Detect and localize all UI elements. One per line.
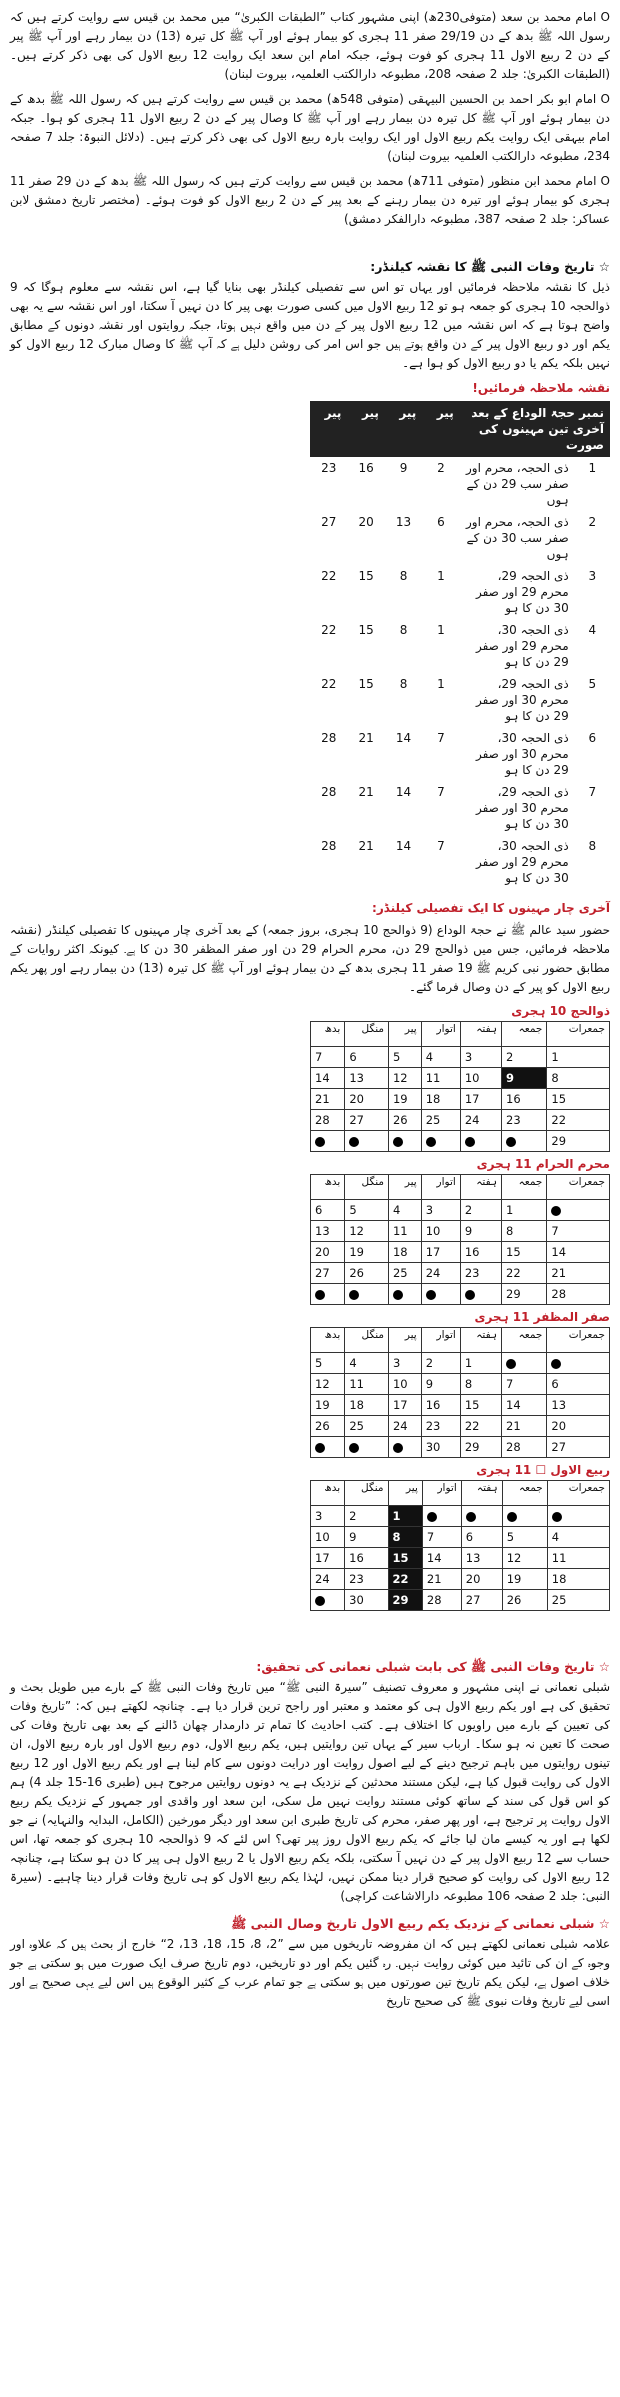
months-row-monday-2: 14 bbox=[395, 785, 412, 799]
calendar-week-row bbox=[311, 1284, 610, 1305]
calendar-day: 18 bbox=[345, 1395, 389, 1416]
months-table-header bbox=[310, 401, 610, 457]
filled-circle-icon bbox=[427, 1512, 437, 1522]
calendar-week-row bbox=[311, 1395, 610, 1416]
calendar-weekday: پیر bbox=[388, 1175, 421, 1200]
intro-paragraph-3: O امام محمد ابن منظور (متوفی 711ھ) محمد بن قیس سے روایت کرتے ہیں کہ رسول اللہ ﷺ بدھ کے دن 29 صفر 11 ہجری کو بیمار ہوئے اور تیرہ دن بیمار رہنے کے بعد پیر کے دن 2 ربیع الاول کو فوت ہوئے۔ (مختصر تاریخ دمشق لابن عساکر: جلد 2 صفحہ 387، مطبوعہ دارالفکر دمشق) bbox=[10, 174, 611, 226]
calendar-day: 16 bbox=[502, 1089, 547, 1110]
calendar-day: 8 bbox=[460, 1374, 501, 1395]
calendar-weekday: جمعرات bbox=[547, 1022, 610, 1047]
filled-circle-icon bbox=[507, 1512, 517, 1522]
filled-circle-icon bbox=[349, 1137, 359, 1147]
calendar-day: 24 bbox=[421, 1263, 460, 1284]
months-row-monday-4: 27 bbox=[321, 515, 337, 529]
calendar-title: صفر المظفر 11 ہجری bbox=[474, 1310, 610, 1324]
calendar-day: 23 bbox=[421, 1416, 460, 1437]
months-row-monday-2: 8 bbox=[399, 677, 408, 691]
calendar-day: 16 bbox=[460, 1242, 501, 1263]
calendar-day: 21 bbox=[502, 1416, 547, 1437]
calendar-day: 1 bbox=[388, 1506, 422, 1527]
calendar-day: 13 bbox=[345, 1068, 389, 1089]
months-header-mon-3: پیر bbox=[347, 401, 384, 457]
calendars-container bbox=[10, 1003, 610, 1611]
calendar-empty-day bbox=[388, 1131, 421, 1152]
calendar-table bbox=[310, 1021, 610, 1152]
months-row-description: ذی الحجہ، محرم اور صفر سب 30 دن کے ہوں bbox=[466, 515, 569, 561]
calendar-day: 29 bbox=[502, 1284, 547, 1305]
calendar-day: 20 bbox=[461, 1569, 502, 1590]
months-row-monday-4: 22 bbox=[321, 677, 337, 691]
calendar-day: 6 bbox=[461, 1527, 502, 1548]
months-row-monday-2: 13 bbox=[395, 515, 412, 529]
months-row-description: ذی الحجہ 29، محرم 30 اور صفر 30 دن کا ہو bbox=[475, 785, 569, 831]
calendar-day: 26 bbox=[388, 1110, 421, 1131]
calendar-week-row bbox=[311, 1047, 610, 1068]
filled-circle-icon bbox=[465, 1290, 475, 1300]
calendar-weekday: جمعرات bbox=[547, 1481, 609, 1506]
calendar-day: 8 bbox=[388, 1527, 422, 1548]
calendar-day: 28 bbox=[502, 1437, 547, 1458]
months-table-row bbox=[310, 727, 610, 781]
calendar-empty-day bbox=[345, 1131, 389, 1152]
months-table-row bbox=[310, 565, 610, 619]
intro-paragraph-1: O امام محمد بن سعد (متوفی230ھ) اپنی مشہور کتاب ”الطبقات الکبریٰ“ میں محمد بن قیس سے روایت کرتے ہیں کہ رسول اللہ ﷺ بدھ کے دن 29/19 صفر 11 ہجری کو بیمار ہوئے اور آپ ﷺ کل تیرہ (13) دن بیمار رہے اور آپ ﷺ پیر کے دن 2 ربیع الاول 11 ہجری کو فوت ہوئے، جبکہ امام ابن سعد ایک روایت 12 ربیع الاول کی بھی ذکر کرتے ہیں۔ (الطبقات الکبریٰ: جلد 2 صفحہ 208، مطبوعہ دارالکتب العلمیہ، بیروت لبنان) bbox=[10, 10, 611, 81]
calendar-table bbox=[310, 1174, 610, 1305]
calendar-day: 21 bbox=[311, 1089, 345, 1110]
calendar-day: 10 bbox=[421, 1221, 460, 1242]
calendar-empty-day bbox=[311, 1284, 345, 1305]
calendar-week-row bbox=[311, 1548, 610, 1569]
months-header-desc: نمبر حجۃ الوداع کے بعد آخری تین مہینوں کی صورت bbox=[460, 401, 610, 457]
months-row-monday-2: 8 bbox=[399, 623, 408, 637]
calendar-day: 23 bbox=[345, 1569, 388, 1590]
months-row-number: 3 bbox=[588, 569, 597, 583]
calendar-day: 15 bbox=[460, 1395, 501, 1416]
months-row-monday-3: 15 bbox=[358, 569, 374, 583]
months-row-monday-3: 21 bbox=[358, 839, 374, 853]
calendar-day: 22 bbox=[547, 1110, 610, 1131]
calendar-day: 6 bbox=[345, 1047, 389, 1068]
calendar-week-row bbox=[311, 1089, 610, 1110]
months-row-monday-3: 20 bbox=[358, 515, 374, 529]
calendar-day: 5 bbox=[388, 1047, 421, 1068]
calendar-title: محرم الحرام 11 ہجری bbox=[476, 1157, 610, 1171]
section4-title: ☆ شبلی نعمانی کے نزدیک یکم ربیع الاول تاریخ وصال النبی ﷺ bbox=[231, 1916, 610, 1931]
months-row-description: ذی الحجہ 29، محرم 30 اور صفر 29 دن کا ہو bbox=[475, 677, 569, 723]
filled-circle-icon bbox=[506, 1137, 516, 1147]
calendar-title: ذوالحج 10 ہجری bbox=[511, 1004, 610, 1018]
filled-circle-icon bbox=[551, 1359, 561, 1369]
calendar-day: 25 bbox=[421, 1110, 460, 1131]
filled-circle-icon bbox=[552, 1512, 562, 1522]
calendar-day: 11 bbox=[345, 1374, 389, 1395]
calendar-day: 3 bbox=[421, 1200, 460, 1221]
months-row-monday-1: 2 bbox=[437, 461, 445, 475]
months-row-monday-3: 15 bbox=[358, 677, 374, 691]
months-table-row bbox=[310, 673, 610, 727]
months-row-monday-4: 28 bbox=[321, 839, 337, 853]
calendar-empty-day bbox=[502, 1506, 547, 1527]
calendar-day: 17 bbox=[388, 1395, 421, 1416]
months-row-monday-1: 7 bbox=[437, 731, 445, 745]
filled-circle-icon bbox=[393, 1290, 403, 1300]
months-row-monday-3: 21 bbox=[358, 731, 374, 745]
filled-circle-icon bbox=[349, 1443, 359, 1453]
calendar-day: 24 bbox=[388, 1416, 421, 1437]
calendar-day: 4 bbox=[547, 1527, 609, 1548]
calendar-week-row bbox=[311, 1110, 610, 1131]
months-row-number: 4 bbox=[588, 623, 597, 637]
months-row-monday-4: 23 bbox=[321, 461, 337, 475]
calendar-weekday: بدھ bbox=[311, 1328, 345, 1353]
calendar-day: 30 bbox=[345, 1590, 388, 1611]
calendar-weekday: اتوار bbox=[422, 1481, 461, 1506]
months-row-monday-3: 16 bbox=[358, 461, 374, 475]
calendar-day: 1 bbox=[547, 1047, 610, 1068]
months-table-row bbox=[310, 511, 610, 565]
calendar-day: 2 bbox=[502, 1047, 547, 1068]
calendar-day: 17 bbox=[311, 1548, 345, 1569]
filled-circle-icon bbox=[551, 1206, 561, 1216]
calendar-day: 28 bbox=[547, 1284, 610, 1305]
months-row-number: 1 bbox=[588, 461, 597, 475]
months-header-mon-4: پیر bbox=[310, 401, 347, 457]
filled-circle-icon bbox=[466, 1512, 476, 1522]
section1-note: نقشہ ملاحظہ فرمائیں! bbox=[472, 381, 610, 395]
calendar-day: 7 bbox=[547, 1221, 610, 1242]
calendar-day: 24 bbox=[311, 1569, 345, 1590]
calendar-week-row bbox=[311, 1416, 610, 1437]
calendar-empty-day bbox=[502, 1131, 547, 1152]
calendar-day: 14 bbox=[547, 1242, 610, 1263]
months-row-number: 7 bbox=[588, 785, 597, 799]
calendar-week-row bbox=[311, 1200, 610, 1221]
calendar-weekday: منگل bbox=[345, 1481, 388, 1506]
calendar-day: 19 bbox=[388, 1089, 421, 1110]
months-row-number: 8 bbox=[588, 839, 597, 853]
calendar-empty-day bbox=[345, 1284, 389, 1305]
calendar-day: 6 bbox=[547, 1374, 610, 1395]
calendar-day: 26 bbox=[502, 1590, 547, 1611]
calendar-weekday: اتوار bbox=[421, 1175, 460, 1200]
calendar-empty-day bbox=[421, 1284, 460, 1305]
calendar-weekday: جمعہ bbox=[502, 1481, 547, 1506]
calendar-weekday: جمعہ bbox=[502, 1175, 547, 1200]
calendar-title: ربیع الاول ☐ 11 ہجری bbox=[476, 1463, 610, 1477]
calendar-day: 2 bbox=[460, 1200, 501, 1221]
calendar-day: 27 bbox=[345, 1110, 389, 1131]
calendar-week-row bbox=[311, 1590, 610, 1611]
filled-circle-icon bbox=[426, 1137, 436, 1147]
calendar-day: 15 bbox=[388, 1548, 422, 1569]
calendar-day: 14 bbox=[311, 1068, 345, 1089]
calendar-weekday: بدھ bbox=[311, 1481, 345, 1506]
months-row-monday-2: 14 bbox=[395, 731, 412, 745]
calendar-day: 11 bbox=[547, 1548, 609, 1569]
section1-body: ذیل کا نقشہ ملاحظہ فرمائیں اور یہاں تو اس سے تفصیلی کیلنڈر بھی بنایا گیا ہے، اس نقشہ سے معلوم ہوگا کہ 9 ذوالحجہ 10 ہجری کو جمعہ ہو تو 12 ربیع الاول میں کسی صورت بھی پیر کا دن نہیں آ سکتا، اور اس نقشہ سے یہ بھی واضح ہوتا ہے کہ اس نقشہ میں 12 ربیع الاول پیر کے دن میں واقع نہیں ہوتا، جبکہ روایتوں اور نقشہ دونوں کے مطابق یکم اور دو ربیع الاول پیر کے دن واقع ہوتے ہیں جو اس امر کی روشن دلیل ہے کہ آپ ﷺ کا وصال مبارک 12 ربیع الاول کو نہیں بلکہ یکم یا دو ربیع الاول کو ہوا ہے۔ bbox=[10, 280, 610, 370]
calendar-empty-day bbox=[422, 1506, 461, 1527]
calendar-weekday: پیر bbox=[388, 1022, 421, 1047]
calendar-day: 12 bbox=[388, 1068, 421, 1089]
calendar-day: 30 bbox=[421, 1437, 460, 1458]
calendar-day: 29 bbox=[547, 1131, 610, 1152]
calendar-day: 18 bbox=[421, 1089, 460, 1110]
calendar-day: 16 bbox=[345, 1548, 388, 1569]
calendar-day: 19 bbox=[345, 1242, 389, 1263]
calendar-day: 9 bbox=[502, 1068, 547, 1089]
calendar-day: 2 bbox=[345, 1506, 388, 1527]
section1-title: ☆ تاریخ وفات النبی ﷺ کا نقشہ کیلنڈر: bbox=[370, 259, 610, 274]
section4-body: علامہ شبلی نعمانی لکھتے ہیں کہ ان مفروضہ تاریخوں میں سے ”2، 8، 15، 18، 13، 2“ خارج از بحث ہیں کہ علاوہ اور وجوہ کے ان کی تائید میں کوئی روایت نہیں۔ رہ گئیں یکم اور دو تاریخیں، دوم تاریخ صرف ایک صورت میں ہو سکتی ہے جو خلاف اصول ہے، لیکن یکم تاریخ تین صورتوں میں ہو سکتی ہے جو تمام عرب کے کثیر الوقوع ہیں اس لیے یہی صحیح ہے اور اسی لیے تاریخ وفات نبوی ﷺ کی صحیح تاریخ bbox=[10, 1937, 611, 2008]
calendar-weekday-row bbox=[311, 1022, 610, 1047]
calendar-day: 18 bbox=[388, 1242, 421, 1263]
filled-circle-icon bbox=[393, 1137, 403, 1147]
months-table-row bbox=[310, 781, 610, 835]
calendar-day: 24 bbox=[460, 1110, 501, 1131]
calendar-weekday-row bbox=[311, 1481, 610, 1506]
months-row-monday-4: 22 bbox=[321, 569, 337, 583]
calendar-week-row bbox=[311, 1437, 610, 1458]
filled-circle-icon bbox=[349, 1290, 359, 1300]
calendar-day: 23 bbox=[502, 1110, 547, 1131]
calendar-week-row bbox=[311, 1263, 610, 1284]
calendar-day: 5 bbox=[345, 1200, 389, 1221]
months-row-description: ذی الحجہ 30، محرم 29 اور صفر 29 دن کا ہو bbox=[475, 623, 569, 669]
calendar-week-row bbox=[311, 1131, 610, 1152]
calendar-day: 27 bbox=[547, 1437, 610, 1458]
calendar-week-row bbox=[311, 1569, 610, 1590]
calendar-weekday: منگل bbox=[345, 1328, 389, 1353]
calendar-empty-day bbox=[388, 1437, 421, 1458]
calendar-day: 19 bbox=[311, 1395, 345, 1416]
calendar-day: 17 bbox=[421, 1242, 460, 1263]
calendar-day: 22 bbox=[502, 1263, 547, 1284]
calendar-day: 3 bbox=[388, 1353, 421, 1374]
calendar-weekday: بدھ bbox=[311, 1175, 345, 1200]
months-row-monday-4: 28 bbox=[321, 785, 337, 799]
filled-circle-icon bbox=[315, 1290, 325, 1300]
section3-body: شبلی نعمانی نے اپنی مشہور و معروف تصنیف ”سیرۃ النبی ﷺ“ میں تاریخ وفات النبی ﷺ کے بارے میں طویل بحث و تحقیق کی ہے اور یکم ربیع الاول ہی کو معتمد و معتبر اور راجح ترین قرار دیا ہے۔ چنانچہ لکھتے ہیں کہ: ”تاریخ وفات کی تعیین کے بارے میں راویوں کا اختلاف ہے۔ کتب احادیث کا تمام تر دارمدار چھان ڈالنے کے بعد بھی تاریخ وفات کی صحت کا تعین نہ ہو سکا۔ ارباب سیر کے یہاں تین روایتیں ہیں، یکم ربیع الاول، دوم ربیع الاول اور بارہ ربیع الاول، ان تینوں روایتوں میں باہم ترجیح دینے کے لیے اصول روایت اور درایت دونوں سے کام لینا ہے اور یکم ربیع الاول اور 12 ربیع الاول کی روایت قبول کیا ہے، لیکن مستند محدثین کے نزدیک ہے یہ دونوں روایتیں مرجوح ہیں (طبری 16-15 جلد 4) ہم کو اس قول کی سند کے ساتھ کوئی مستند روایت نہیں مل سکی، ابن سعد اور واقدی اور جمہور کے نزدیک یکم ربیع الاول روایت پر ترجیح ہے، اور پھر صفر، محرم کی تاریخ طبری ابن سعد اور دیگر مورخین (الکامل، البدایہ والنہایہ) نے جو لکھا ہے اور یہ کیسے مان لیا جائے کہ یکم ربیع الاول روز پیر تھی؟ اس لئے کہ 9 ذوالحجہ 10 ہجری کو جمعہ تھا، اس حساب سے 12 ربیع الاول پیر کے دن نہیں آ سکتی، بلکہ یکم ربیع الاول یا 2 ربیع الاول ہی پیر کا دن ہو سکتا ہے، چنانچہ 12 ربیع الاول کی روایت کو صحیح قرار دینا ممکن نہیں، لہٰذا یکم ربیع الاول کو ہی تاریخ وفات قرار دینا چاہیے۔ (سیرۃ النبی: جلد 2 صفحہ 106 مطبوعہ دارالاشاعت کراچی) bbox=[10, 1680, 611, 1903]
filled-circle-icon bbox=[506, 1359, 516, 1369]
months-row-number: 5 bbox=[588, 677, 597, 691]
months-row-monday-4: 28 bbox=[321, 731, 337, 745]
calendar-week-row bbox=[311, 1242, 610, 1263]
calendar-day: 10 bbox=[460, 1068, 501, 1089]
calendar-day: 20 bbox=[311, 1242, 345, 1263]
calendar-day: 20 bbox=[345, 1089, 389, 1110]
calendar-day: 11 bbox=[421, 1068, 460, 1089]
calendar-day: 13 bbox=[461, 1548, 502, 1569]
months-row-monday-2: 9 bbox=[399, 461, 408, 475]
months-row-monday-3: 21 bbox=[358, 785, 374, 799]
filled-circle-icon bbox=[393, 1443, 403, 1453]
calendar-weekday: پیر bbox=[388, 1481, 422, 1506]
months-row-monday-2: 14 bbox=[395, 839, 412, 853]
calendar-day: 15 bbox=[502, 1242, 547, 1263]
calendar-weekday: اتوار bbox=[421, 1022, 460, 1047]
calendar-empty-day bbox=[547, 1506, 609, 1527]
calendar-weekday: جمعرات bbox=[547, 1328, 610, 1353]
calendar-day: 7 bbox=[422, 1527, 461, 1548]
months-table-row bbox=[310, 457, 610, 511]
calendar-day: 8 bbox=[502, 1221, 547, 1242]
calendar-weekday-row bbox=[311, 1175, 610, 1200]
calendar-weekday: پیر bbox=[388, 1328, 421, 1353]
calendar-day: 4 bbox=[388, 1200, 421, 1221]
calendar-weekday: جمعہ bbox=[502, 1022, 547, 1047]
filled-circle-icon bbox=[465, 1137, 475, 1147]
months-table bbox=[310, 401, 610, 889]
calendar-day: 14 bbox=[422, 1548, 461, 1569]
calendar-day: 15 bbox=[547, 1089, 610, 1110]
calendar-weekday: بدھ bbox=[311, 1022, 345, 1047]
calendar-empty-day bbox=[311, 1437, 345, 1458]
calendar-day: 29 bbox=[460, 1437, 501, 1458]
filled-circle-icon bbox=[426, 1290, 436, 1300]
calendar-weekday: ہفتہ bbox=[460, 1175, 501, 1200]
calendar-day: 11 bbox=[388, 1221, 421, 1242]
calendar-day: 26 bbox=[345, 1263, 389, 1284]
filled-circle-icon bbox=[315, 1443, 325, 1453]
calendar-day: 4 bbox=[345, 1353, 389, 1374]
calendar-day: 25 bbox=[547, 1590, 609, 1611]
calendar-empty-day bbox=[388, 1284, 421, 1305]
calendar-day: 1 bbox=[460, 1353, 501, 1374]
calendar-day: 8 bbox=[547, 1068, 610, 1089]
calendar-empty-day bbox=[460, 1284, 501, 1305]
months-row-number: 2 bbox=[588, 515, 597, 529]
months-row-monday-1: 7 bbox=[437, 785, 445, 799]
calendar-day: 18 bbox=[547, 1569, 609, 1590]
calendar-week-row bbox=[311, 1068, 610, 1089]
months-header-mon-2: پیر bbox=[385, 401, 422, 457]
calendar-weekday-row bbox=[311, 1328, 610, 1353]
calendar-day: 10 bbox=[388, 1374, 421, 1395]
months-row-description: ذی الحجہ 30، محرم 30 اور صفر 29 دن کا ہو bbox=[475, 731, 569, 777]
calendar-day: 23 bbox=[460, 1263, 501, 1284]
calendar-weekday: اتوار bbox=[421, 1328, 460, 1353]
months-row-monday-1: 1 bbox=[437, 677, 445, 691]
calendar-day: 13 bbox=[547, 1395, 610, 1416]
calendar-weekday: منگل bbox=[345, 1022, 389, 1047]
calendar-empty-day bbox=[311, 1590, 345, 1611]
months-table-row bbox=[310, 835, 610, 889]
calendar-day: 27 bbox=[311, 1263, 345, 1284]
calendar-day: 3 bbox=[311, 1506, 345, 1527]
calendar-weekday: ہفتہ bbox=[461, 1481, 502, 1506]
calendar-weekday: منگل bbox=[345, 1175, 389, 1200]
calendar-empty-day bbox=[547, 1200, 610, 1221]
calendar-day: 9 bbox=[345, 1527, 388, 1548]
calendar-day: 16 bbox=[421, 1395, 460, 1416]
calendar-day: 6 bbox=[311, 1200, 345, 1221]
calendar-day: 27 bbox=[461, 1590, 502, 1611]
calendar-day: 12 bbox=[502, 1548, 547, 1569]
calendar-day: 7 bbox=[502, 1374, 547, 1395]
calendar-day: 13 bbox=[311, 1221, 345, 1242]
calendar-day: 7 bbox=[311, 1047, 345, 1068]
calendar-day: 17 bbox=[460, 1089, 501, 1110]
calendar-day: 12 bbox=[345, 1221, 389, 1242]
calendar-empty-day bbox=[502, 1353, 547, 1374]
months-row-monday-3: 15 bbox=[358, 623, 374, 637]
calendar-day: 12 bbox=[311, 1374, 345, 1395]
filled-circle-icon bbox=[315, 1596, 325, 1606]
calendar-day: 5 bbox=[502, 1527, 547, 1548]
calendar-table bbox=[310, 1480, 610, 1611]
calendar-weekday: جمعہ bbox=[502, 1328, 547, 1353]
calendar-day: 19 bbox=[502, 1569, 547, 1590]
calendar-day: 3 bbox=[460, 1047, 501, 1068]
months-table-row bbox=[310, 619, 610, 673]
calendar-day: 21 bbox=[547, 1263, 610, 1284]
calendar-day: 22 bbox=[460, 1416, 501, 1437]
months-row-monday-1: 1 bbox=[437, 569, 445, 583]
calendar-day: 10 bbox=[311, 1527, 345, 1548]
months-row-monday-1: 7 bbox=[437, 839, 445, 853]
calendar-empty-day bbox=[460, 1131, 501, 1152]
calendar-day: 9 bbox=[460, 1221, 501, 1242]
calendar-day: 2 bbox=[421, 1353, 460, 1374]
calendar-empty-day bbox=[547, 1353, 610, 1374]
months-row-monday-1: 1 bbox=[437, 623, 445, 637]
calendar-empty-day bbox=[461, 1506, 502, 1527]
months-row-number: 6 bbox=[588, 731, 597, 745]
section2-body: حضور سید عالم ﷺ نے حجۃ الوداع (9 ذوالحج 10 ہجری، بروز جمعہ) کے بعد آخری چار مہینوں کا تفصیلی کیلنڈر (نقشہ ملاحظہ فرمائیں، جس میں ذوالحج 29 دن، محرم الحرام 29 دن اور صفر المظفر 30 دن کا ہے۔ کیونکہ اکثر روایات کے مطابق حضور نبی کریم ﷺ 19 صفر 11 ہجری بدھ کے دن بیمار ہوئے اور آپ ﷺ کل تیرہ (13) دن بیمار رہے اور پھر یکم ربیع الاول کو پیر کے دن وصال فرما گئے۔ bbox=[10, 923, 611, 994]
calendar-day: 14 bbox=[502, 1395, 547, 1416]
months-header-mon-1: پیر bbox=[422, 401, 459, 457]
calendar-week-row bbox=[311, 1506, 610, 1527]
months-row-monday-2: 8 bbox=[399, 569, 408, 583]
calendar-day: 1 bbox=[502, 1200, 547, 1221]
calendar-day: 4 bbox=[421, 1047, 460, 1068]
calendar-day: 28 bbox=[311, 1110, 345, 1131]
calendar-week-row bbox=[311, 1221, 610, 1242]
section2-title: آخری چار مہینوں کا ایک تفصیلی کیلنڈر: bbox=[372, 901, 610, 915]
calendar-day: 21 bbox=[422, 1569, 461, 1590]
calendar-day: 20 bbox=[547, 1416, 610, 1437]
calendar-day: 25 bbox=[388, 1263, 421, 1284]
months-row-description: ذی الحجہ، محرم اور صفر سب 29 دن کے ہوں bbox=[466, 461, 569, 507]
months-row-monday-1: 6 bbox=[437, 515, 445, 529]
calendar-weekday: ہفتہ bbox=[460, 1328, 501, 1353]
calendar-day: 25 bbox=[345, 1416, 389, 1437]
calendar-day: 9 bbox=[421, 1374, 460, 1395]
calendar-day: 22 bbox=[388, 1569, 422, 1590]
section3-title: ☆ تاریخ وفات النبی ﷺ کی بابت شبلی نعمانی کی تحقیق: bbox=[256, 1659, 610, 1674]
months-row-description: ذی الحجہ 30، محرم 29 اور صفر 30 دن کا ہو bbox=[475, 839, 569, 885]
calendar-empty-day bbox=[345, 1437, 389, 1458]
calendar-empty-day bbox=[311, 1131, 345, 1152]
calendar-weekday: ہفتہ bbox=[460, 1022, 501, 1047]
calendar-week-row bbox=[311, 1527, 610, 1548]
months-row-description: ذی الحجہ 29، محرم 29 اور صفر 30 دن کا ہو bbox=[475, 569, 569, 615]
calendar-empty-day bbox=[421, 1131, 460, 1152]
calendar-day: 28 bbox=[422, 1590, 461, 1611]
calendar-day: 29 bbox=[388, 1590, 422, 1611]
intro-paragraph-2: O امام ابو بکر احمد بن الحسین البیہقی (متوفی 548ھ) محمد بن قیس سے روایت کرتے ہیں کہ رسول اللہ ﷺ بدھ کے دن بیمار ہوئے اور آپ ﷺ کل تیرہ دن بیمار رہے اور آپ ﷺ کا وصال پیر کے دن 2 ربیع الاول 11 ہجری کو ہوا۔ جبکہ امام بیہقی ایک روایت یکم ربیع الاول اور ایک روایت بارہ ربیع الاول کی بھی ذکر کرتے ہیں۔ (دلائل النبوۃ: جلد 7 صفحہ 234، مطبوعہ دارالکتب العلمیہ بیروت لبنان) bbox=[10, 92, 611, 163]
calendar-week-row bbox=[311, 1374, 610, 1395]
calendar-weekday: جمعرات bbox=[547, 1175, 610, 1200]
calendar-week-row bbox=[311, 1353, 610, 1374]
months-row-monday-4: 22 bbox=[321, 623, 337, 637]
filled-circle-icon bbox=[315, 1137, 325, 1147]
calendar-day: 26 bbox=[311, 1416, 345, 1437]
calendar-table bbox=[310, 1327, 610, 1458]
calendar-day: 5 bbox=[311, 1353, 345, 1374]
